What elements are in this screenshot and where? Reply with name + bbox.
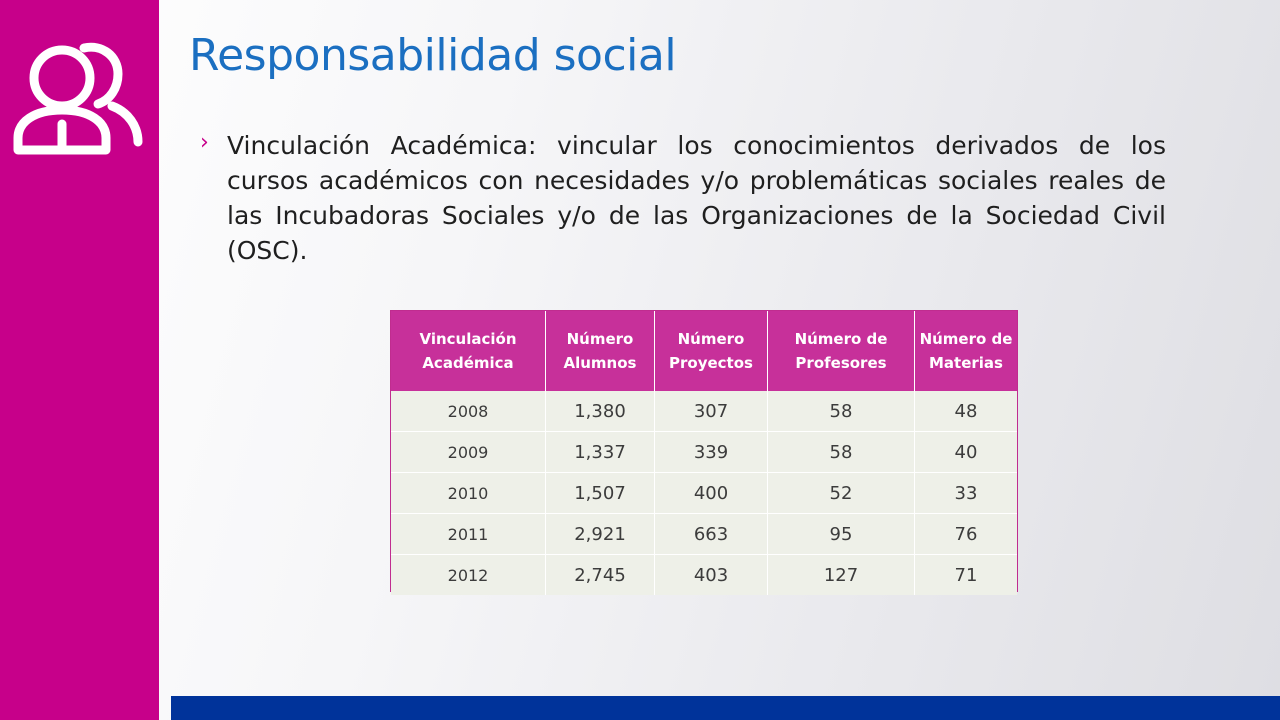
table-cell: 33 (915, 473, 1018, 514)
table-cell: 307 (655, 391, 768, 432)
table-row (391, 432, 1017, 473)
table-cell: 1,380 (546, 391, 655, 432)
table-cell: 403 (655, 555, 768, 596)
table-row (391, 391, 1017, 432)
table-row (391, 555, 1017, 596)
bullet-marker-icon: › (200, 130, 209, 155)
column-header: Número Proyectos (655, 311, 768, 391)
bottom-bar (171, 696, 1280, 720)
table-header-row (391, 311, 1017, 391)
table-cell: 95 (768, 514, 915, 555)
column-header: Número de Profesores (768, 311, 915, 391)
people-icon (12, 38, 146, 158)
table-cell: 2,921 (546, 514, 655, 555)
table-cell: 2012 (391, 555, 546, 596)
table-cell: 1,337 (546, 432, 655, 473)
column-header: Número Alumnos (546, 311, 655, 391)
table-cell: 48 (915, 391, 1018, 432)
table-cell: 1,507 (546, 473, 655, 514)
table-cell: 40 (915, 432, 1018, 473)
table-cell: 71 (915, 555, 1018, 596)
table-row (391, 473, 1017, 514)
sidebar (0, 0, 159, 720)
slide-title: Responsabilidad social (189, 30, 677, 81)
table-cell: 58 (768, 391, 915, 432)
table-cell: 400 (655, 473, 768, 514)
table-cell: 2008 (391, 391, 546, 432)
table-cell: 58 (768, 432, 915, 473)
table-cell: 663 (655, 514, 768, 555)
column-header: Vinculación Académica (391, 311, 546, 391)
table-cell: 2010 (391, 473, 546, 514)
column-header: Número de Materias (915, 311, 1018, 391)
table-cell: 2011 (391, 514, 546, 555)
table-cell: 127 (768, 555, 915, 596)
table-cell: 52 (768, 473, 915, 514)
bullet-text: Vinculación Académica: vincular los conocimientos derivados de los cursos académicos con necesidades y/o problemáticas sociales reales de las Incubadoras Sociales y/o de las Organizaciones de la Sociedad Civil (OSC). (227, 131, 1166, 265)
data-table (390, 310, 1018, 592)
table-cell: 2,745 (546, 555, 655, 596)
bullet-item (200, 128, 1166, 268)
table-cell: 2009 (391, 432, 546, 473)
table-cell: 339 (655, 432, 768, 473)
table-cell: 76 (915, 514, 1018, 555)
table-row (391, 514, 1017, 555)
